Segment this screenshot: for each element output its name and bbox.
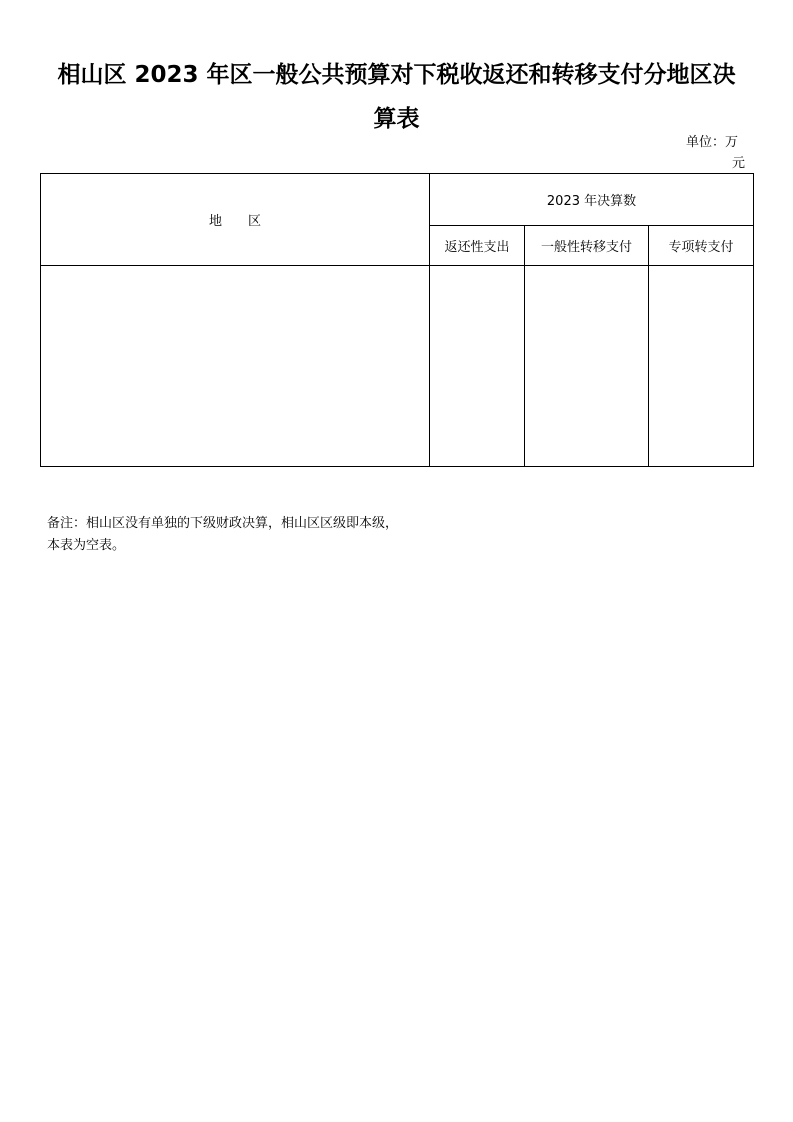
- page-title-line-1: 相山区 2023 年区一般公共预算对下税收返还和转移支付分地区决: [57, 62, 736, 88]
- table-header-row: [41, 174, 754, 226]
- general-transfer-cell: [525, 266, 649, 467]
- table-body-row: [41, 266, 754, 467]
- page-title-line-2: 算表: [373, 106, 420, 132]
- region-header-char-1: 地: [208, 214, 222, 230]
- unit-label-line-1: 单位：万: [686, 135, 739, 150]
- remark-note: [47, 513, 447, 557]
- column-header-general-transfer: 一般性转移支付: [525, 226, 649, 266]
- column-header-special-transfer: 专项转支付: [649, 226, 754, 266]
- year-header: 2023 年决算数: [430, 174, 754, 226]
- remark-note-line-1: 备注：相山区没有单独的下级财政决算，相山区区级即本级，: [47, 516, 399, 531]
- region-cell: [41, 266, 430, 467]
- unit-label-line-2: 元: [731, 156, 745, 171]
- region-header: [209, 214, 261, 229]
- unit-label: [686, 132, 746, 174]
- region-header-char-2: 区: [248, 214, 262, 230]
- remark-note-line-2: 本表为空表。: [47, 538, 126, 553]
- return-expenditure-cell: [430, 266, 525, 467]
- budget-table: [40, 173, 754, 467]
- special-transfer-cell: [649, 266, 754, 467]
- column-header-return-expenditure: 返还性支出: [430, 226, 525, 266]
- region-header-cell: [41, 174, 430, 266]
